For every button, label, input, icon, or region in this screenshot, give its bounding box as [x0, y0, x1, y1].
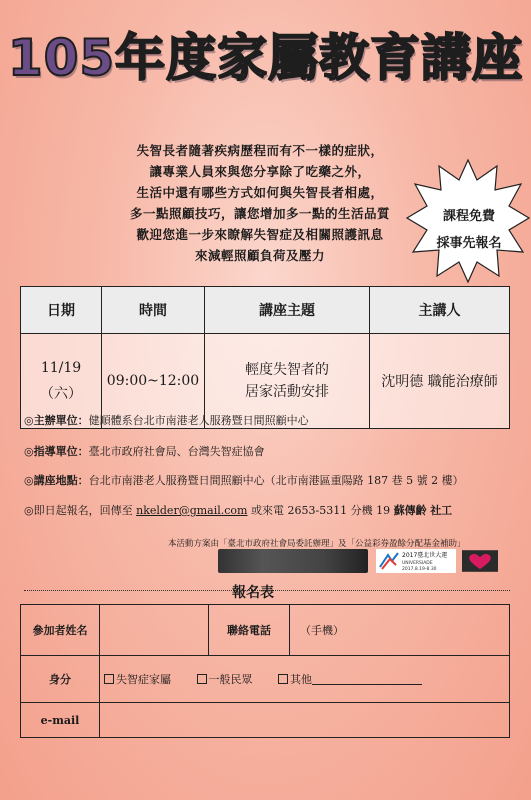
register-suffix: 或來電 2653-5311 分機 19: [250, 504, 391, 517]
sponsor-logos: [218, 549, 498, 573]
schedule-table: [20, 286, 510, 429]
weekday-value: （六）: [40, 386, 82, 402]
venue-row: [24, 473, 464, 489]
header-topic: 講座主題: [205, 287, 370, 334]
phone-label: 聯絡電話: [209, 605, 290, 656]
name-label: 參加者姓名: [21, 605, 100, 656]
checkbox-icon[interactable]: [197, 674, 207, 684]
social-affairs-logo: [218, 549, 368, 573]
header-time: 時間: [102, 287, 205, 334]
organizer-row: [24, 413, 309, 429]
form-row-identity: [21, 656, 510, 703]
universiade-dates: 2017.8.19-8.30: [402, 567, 437, 572]
intro-line: 來減輕照顧負荷及壓力: [194, 248, 325, 263]
advisor-value: 臺北市政府社會局、台灣失智症協會: [88, 445, 265, 458]
option-other-label: 其他: [290, 673, 312, 686]
universiade-title: 2017臺北世大運: [402, 552, 448, 559]
identity-label: 身分: [21, 656, 100, 703]
registration-form: [20, 604, 510, 738]
form-title: 報名表: [232, 585, 274, 601]
option-public-label: 一般民眾: [208, 673, 253, 686]
intro-line: 多一點照顧技巧，讓您增加多一點的生活品質: [129, 206, 390, 221]
time-cell: 09:00~12:00: [102, 334, 205, 429]
email-field[interactable]: [100, 703, 510, 738]
intro-line: 失智長者隨著疾病歷程而有不一樣的症狀，: [136, 143, 384, 158]
venue-value: 台北市南港老人服務暨日間照顧中心（北市南港區重陽路 187 巷 5 號 2 樓）: [88, 474, 464, 487]
badge-text: [415, 203, 523, 257]
email-link[interactable]: nkelder@gmail.com: [136, 504, 248, 517]
intro-text: [95, 140, 425, 266]
checkbox-icon[interactable]: [104, 674, 114, 684]
option-other[interactable]: [278, 673, 422, 686]
header-date: 日期: [21, 287, 102, 334]
phone-field[interactable]: [290, 605, 510, 656]
universiade-sub: UNIVERSIADE: [402, 561, 433, 566]
header-speaker: 主講人: [370, 287, 510, 334]
checkbox-icon[interactable]: [278, 674, 288, 684]
phone-hint: （手機）: [300, 624, 344, 637]
identity-options: [100, 656, 510, 703]
contact-name: 蘇傳齡: [393, 504, 427, 517]
name-field[interactable]: [100, 605, 209, 656]
email-label: e-mail: [21, 703, 100, 738]
option-family-label: 失智症家屬: [116, 673, 171, 686]
intro-line: 歡迎您進一步來瞭解失智症及相關照護訊息: [136, 227, 384, 242]
advisor-label: ◎指導單位：: [24, 445, 89, 458]
table-header-row: [21, 287, 510, 334]
organizer-value: 健順體系台北市南港老人服務暨日間照顧中心: [88, 414, 309, 427]
venue-label: ◎講座地點：: [24, 474, 89, 487]
badge-register: 採事先報名: [436, 236, 502, 251]
advisor-row: [24, 444, 265, 460]
intro-line: 讓專業人員來與您分享除了吃藥之外，: [149, 164, 371, 179]
form-row-email: [21, 703, 510, 738]
badge-free: 課程免費: [442, 209, 495, 224]
topic-line: 輕度失智者的: [245, 362, 329, 378]
option-public[interactable]: [197, 673, 253, 686]
speaker-cell: 沈明德 職能治療師: [370, 334, 510, 429]
register-row: [24, 503, 452, 519]
register-prefix: ◎即日起報名，回傳至: [24, 504, 133, 517]
lottery-heart-logo: [462, 549, 498, 573]
page-title: 105年度家屬教育講座: [7, 29, 524, 87]
form-row-name: [21, 605, 510, 656]
contact-title: 社工: [430, 504, 453, 517]
organizer-label: ◎主辦單位：: [24, 414, 89, 427]
universiade-logo: [376, 549, 456, 573]
intro-line: 生活中還有哪些方式如何與失智長者相處，: [136, 185, 384, 200]
other-input-line[interactable]: [312, 684, 422, 685]
topic-line: 居家活動安排: [245, 384, 329, 400]
option-family[interactable]: [104, 673, 171, 686]
date-value: 11/19: [40, 360, 82, 376]
sponsor-note: 本活動方案由「臺北市政府社會局委託辦理」及「公益彩券盈餘分配基金補助」: [168, 539, 466, 549]
